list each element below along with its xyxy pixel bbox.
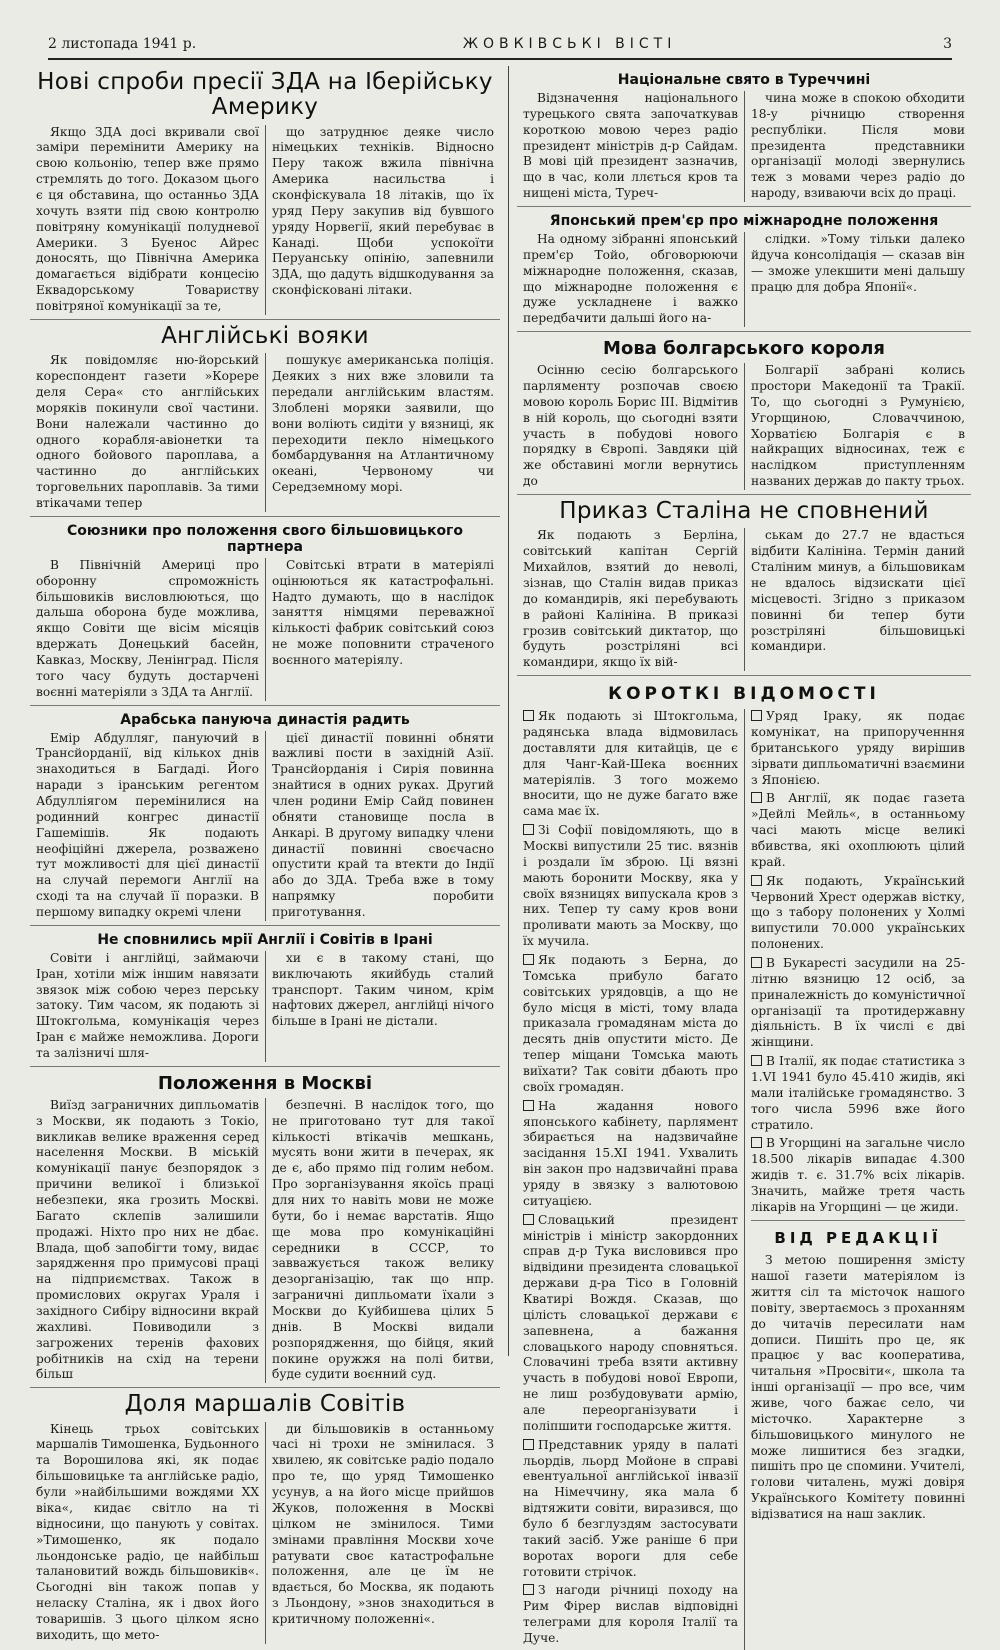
editorial-note: З метою поширення змісту нашої газети матеріялом із життя сіл та місточок нашого повіту, звертаємось з проханням до читачів пересилати нам дописи. Пишіть про це, як працює у вас кооператива, читальня »Просвіти«, школа та інші організації — про все, чим живе, чого бажає село, чи місточко. Характерне з більшовицького минулого не може лишитися без згадки, пишіть про це спомини. Учителі, голови читалень, мужі довіря Українського Комітету повинні відізватися на наш заклик.: [751, 1253, 965, 1521]
article-body: [30, 731, 500, 921]
article-text: В Північній Америці про оборонну спроможність більшовиків висловлюються, що дальша оборона буде можлива, якщо Совіти ще вісім місяців вдержать Донецький басейн, Кавказ, Москву, Ленінград. Після того часу будуть достарчені воєнні матеріяли з ЗДА та Англії.: [36, 557, 259, 699]
square-bullet-icon: [751, 1137, 762, 1148]
square-bullet-icon: [523, 1100, 534, 1111]
article-title: Не сповнились мрії Англії і Совітів в Ірані: [97, 931, 433, 948]
news-brief: [751, 791, 965, 870]
article-body: [30, 125, 500, 315]
news-brief-text: Уряд Іраку, як подає комунікат, на припорученння британського уряду вирішив зірвати дипльоматичні взаємини з Японією.: [751, 709, 965, 787]
section-title: ВІД РЕДАКЦІЇ: [774, 1228, 942, 1247]
article-text: пошукує американська поліція. Деяких з них вже зловили та передали англійським властям. Злоблені моряки заявили, що вони воліють сидіти у вязниці, як переходити пекло німецького бомбардування на Атлантичному океані, Червоному чи Середземному морі.: [272, 353, 494, 495]
news-brief: [751, 709, 965, 788]
news-brief-text: На жадання нового японського кабінету, парлямент збирається на надзвичайне засідання 15.XI 1941. Ухвалить він закон про надзвичайні права уряду в звязку з валютовою ситуацією.: [523, 1098, 738, 1208]
article-title: Положення в Москві: [157, 1072, 373, 1094]
news-brief: [523, 823, 738, 950]
square-bullet-icon: [523, 1214, 534, 1225]
news-brief: [751, 1136, 965, 1215]
article-body: [30, 1422, 500, 1644]
square-bullet-icon: [523, 1584, 534, 1595]
right-column: [508, 66, 971, 1646]
section-title: КОРОТКІ ВІДОМОСТІ: [608, 684, 880, 705]
article-text: Як повідомляє ню-йорський кореспондент газети »Корере деля Сера« сто англійських моряків покинули свої частини. Вони належали частинно до одного корабля-авіонетки та одного бойового пароплава, а частинно до англійських торговельних пароплавів. За тими втікачами тепер: [36, 353, 259, 510]
article-text: Як подають з Берліна, совітський капітан Сергій Михайлов, взятий до неволі, зізнав, що Сталін видав приказ до командирів, які перебувають в районі Калініна. В приказі грозив совітський диктатор, що будуть розстріляні всі командири, якщо їх вій-: [523, 528, 738, 670]
news-brief-text: Словацький президент міністрів і міністр закордонних справ д-р Тука висловився про відвідини президента словацької держави д-ра Тісо в Головній Кватирі Вождя. Сказав, що цілість словацької держави є запевнена, а бажання словацького народу сповняться. Словачині треба взяти активну участь в побудові нової Европи, не лиш розбудовувати армію, але переорганізувати і поліпшити господарське життя.: [523, 1212, 738, 1433]
article-text: Кінець трьох совітських маршалів Тимошенка, Будьонного та Ворошилова які, як подає більшовицьке та англійське радіо, були »найбільшими вождями XX віка«, кидає світло на ті відносини, що панують у совітах. »Тимошенко, як подало льондонське радіо, це найбільш талановитий вождь більшовиків«. Сьогодні він також попав у неласку Сталіна, як і двох його товаришів. З цього цілком ясно виходить, що мето-: [36, 1421, 259, 1642]
article-title: Арабська пануюча династія радить: [120, 711, 410, 728]
news-brief: [523, 709, 738, 820]
article-title: Національне свято в Туреччині: [617, 72, 871, 88]
square-bullet-icon: [523, 954, 534, 965]
article-title: Доля маршалів Совітів: [124, 1391, 406, 1418]
news-briefs: [517, 709, 971, 1650]
square-bullet-icon: [523, 1439, 534, 1450]
article-text: Емір Абдулляг, пануючий в Трансйорданії, від кількох днів знаходиться в Багдаді. Його наради з іранським регентом Абдулліягом перемінилися на родинний конгрес династії Гашемішів. Як подають неофіційні джерела, розважено тут можливості для цієї династії на случай перемоги Англії на сході та на случай її поразки. В першому випадку окремі члени: [36, 730, 259, 919]
news-brief-text: Зі Софії повідомляють, що в Москві випустили 25 тис. вязнів і роздали їм зброю. Ці вязні мають боронити Москву, яка у своїх вязницях випускала кров з них. Тепер ту саму кров вони проливати мають за Москву, що їх мучила.: [523, 823, 738, 949]
news-brief: [751, 956, 965, 1051]
article-text: ськам до 27.7 не вдасться відбити Калініна. Термін даний Сталіним минув, а більшовикам не вдалось відзискати цієї місцевості. Згідно з приказом повинні би тепер бути розстріляні більшовицькі командири.: [751, 528, 965, 654]
article-title: Японський прем'єр про міжнародне положення: [549, 213, 939, 230]
news-brief-text: З нагоди річниці походу на Рим Фірер вислав відповідні телеграми для короля Італії та Дуче.: [523, 1583, 738, 1646]
article-text: Осінню сесію болгарського парляменту розпочав своєю мовою король Борис III. Відмітив в ній король, що сьогодні взяти участь в побудові нового порядку в Європі. Завдяки цій же обставині могли вернутись до: [523, 363, 738, 489]
article-body: [30, 353, 500, 512]
article-text: слідки. »Тому тільки далеко йдуча консолідація — сказав він — зможе улекшити мені дальшу працю для добра Японії«.: [751, 232, 965, 294]
page-number: 3: [943, 36, 952, 52]
article-text: Відзначення національного турецького свята започаткував короткою мовою через радіо президент міністрів д-р Сайдам. В мові цій президент зазначив, що в час, коли ллється кров та нищені міста, Туреч-: [523, 91, 738, 201]
article-body: [517, 91, 971, 202]
news-brief-text: Як подають зі Штокгольма, радянська влада відмовилась доставляти для китайців, це є для Чанг-Кай-Шека воєнних матеріялів. З того можемо вносити, що не дуже багато вже сама має їх.: [523, 709, 738, 819]
article-title: Англійські вояки: [161, 322, 369, 349]
news-brief: [523, 1438, 738, 1581]
square-bullet-icon: [751, 710, 762, 721]
news-brief: [523, 1099, 738, 1210]
article-text: Совіти і англійці, займаючи Іран, хотіли між іншим навязати звязок між собою через перську затоку. Тим часом, як подають зі Штокгольма, комунікація через Іран є майже неможлива. Дороги та залізничі шля-: [36, 950, 259, 1060]
article-text: Болгарії забрані колись простори Македонії та Тракії. То, що сьогодні з Румунією, Угорщиною, Словаччиною, Хорватією Болгарія є в найкращих відносинах, теж є наслідком приступленням названих держав до пакту трьох.: [751, 363, 965, 489]
article-title: Союзники про положення свого більшовицького партнера: [67, 522, 463, 555]
news-brief: [523, 953, 738, 1096]
news-brief-text: Представник уряду в палаті льордів, льорд Мойоне в справі евентуальної англійської інвазії на Німеччину, яка мала б відтяжити совіти, виразився, що було б безглуздям застосувати такий засіб. Уже раніше 6 при воротах вороги для себе готовити стрічок.: [523, 1437, 738, 1579]
news-brief-text: В Угорщині на загальне число 18.500 лікарів випадає 4.300 жидів т. є. 31.7% всіх лікарів. Значить, майже третя часть лікарів на Угорщині — це жиди.: [751, 1136, 965, 1214]
news-brief-text: В Букаресті засудили на 25-літню вязницю 12 осіб, за приналежність до комуністичної організації та протидержавну діяльність. В їх числі є дві жінщини.: [751, 955, 965, 1050]
article-text: Виїзд заграничних дипльоматів з Москви, як подають з Токіо, викликав велике враження серед населення Москви. В міській комунікації панує безпорядок з причини великої і близької небезпеки, яка грозить Москві. Багато склепів залишили продажі. Ніхто про них не дбає. Влада, щоб запобігти тому, видає зарядження про примусові праці на підприємствах. Також в промислових округах Ураля і західного Сибіру відносини вкрай жахливі. Повиводили з загрожених теренів фахових робітників на схід на терени більш: [36, 1097, 259, 1382]
news-brief: [523, 1583, 738, 1646]
article-title: Нові спроби пресії ЗДА на Іберійську Америку: [37, 69, 493, 121]
news-brief-text: В Італії, як подає статистика з 1.VI 1941 було 45.410 жидів, які мали італійське громадянство. З того числа 5996 вже його стратило.: [751, 1054, 965, 1132]
left-column: [30, 66, 500, 1642]
square-bullet-icon: [523, 824, 534, 835]
square-bullet-icon: [751, 957, 762, 968]
article-body: [517, 232, 971, 327]
news-brief-text: Як подають з Берна, до Томська прибуло багато совітських урядовців, а що не було місця в місті, тому влада приказала громадянам міста до десять днів опустити місто. Де тепер міщани Томська мають виїхати? Так совіти дбають про своїх громадян.: [523, 952, 738, 1094]
news-brief: [523, 1213, 738, 1435]
news-brief: [751, 874, 965, 953]
article-body: [30, 1098, 500, 1383]
square-bullet-icon: [523, 710, 534, 721]
news-brief-text: Як подають, Український Червоний Хрест одержав вістку, що з табору полонених у Холмі випустили 70.000 українських полонених.: [751, 873, 965, 952]
article-body: [517, 528, 971, 671]
news-brief-text: В Англії, як подає газета »Дейлі Мейль«, в останньому часі мають місце великі вбивства, які охоплюють цілий край.: [751, 791, 965, 869]
article-text: що затруднює деяке число німецьких техніків. Відносно Перу також вжила північна Америка насильства і сконфіскувала 18 літаків, що їх уряд Перу закупив від бувшого уряду Норвегії, який перебуває в Канаді. Щоби успокоїти Перуанську опінію, запевнили ЗДА, що дадуть відшкодування за сконфісковані літаки.: [272, 124, 494, 298]
square-bullet-icon: [751, 875, 762, 886]
article-text: безпечні. В наслідок того, що не приготовано тут для такої кількості втікачів мешкань, мусять вони жити в печерах, як де є, або прямо під голим небом. Про зорганізування якоїсь праці для них то навіть мови не може бути, бо і немає варстатів. Ящо ще мова про комунікаційні середники в СССР, то завважується також велику дезорганізацію, так що нпр. заграничні дипльомати їхали з Москви до Куйбишева цілих 5 днів. В Москві видали розпорядження, що бійця, який покине оружжя на полі битви, буде судити воєнний суд.: [272, 1097, 494, 1382]
masthead: [48, 30, 952, 60]
square-bullet-icon: [751, 792, 762, 803]
article-body: [517, 363, 971, 490]
article-title: Мова болгарського короля: [603, 338, 885, 360]
article-body: [30, 951, 500, 1062]
article-text: Якщо ЗДА досі вкривали свої заміри перемінити Америку на свою кольонію, тепер вже прямо стремлять до того. Доказом цього є ця обставина, що останньо ЗДА хочуть взяти під свою контролю повітряну комунікації полудневої Америки. З Буенос Айрес доносять, що Північна Америка домагається відібрати концесію Еквадорському Товариству повітряної комунікації за те,: [36, 124, 259, 314]
square-bullet-icon: [751, 1055, 762, 1066]
article-text: хи є в такому стані, що виключають якийбудь сталий транспорт. Таким чином, крім нафтових джерел, англійці нічого більше в Ірані не дістали.: [272, 950, 494, 1029]
article-text: ди більшовиків в останньому часі ні трохи не змінилася. З хвилею, як совітське радіо подало про те, що уряд Тимошенко усунув, а на його місце прийшов Жуков, положення в Москві цілком не змінилося. Тими змінами правління Москви хоче ратувати своє катастрофальне положення, але це їм не вдається, бо Москва, як подають з Льондону, »знов знаходиться в критичному положенні«.: [272, 1421, 494, 1626]
article-text: цієї династії повинні обняти важливі пости в західній Азії. Трансйорданія і Сирія повинна знайтися в одних руках. Другий член родини Емір Сайд повинен обняти становище посла в Анкарі. В другому випадку члени династії повинні своєчасно опустити край та втекти до Індії або до ЗДА. Треба вже в тому напрямку поробити приготування.: [272, 730, 494, 919]
article-text: На одному зібранні японський прем'єр Тойо, обговорюючи міжнародне положення, сказав, що міжнародне положення є дуже ускладнене і важко передбачити дальші його на-: [523, 232, 738, 326]
news-brief: [751, 1054, 965, 1133]
article-text: Совітські втрати в матеріялі оцінюються як катастрофальні. Надто думають, що в наслідок заняття німцями переважної кількості фабрик совітський союз не може поповнити страченого воєнного матеріялу.: [272, 557, 494, 667]
article-body: [30, 558, 500, 701]
article-title: Приказ Сталіна не сповнений: [559, 498, 929, 525]
article-text: чина може в спокою обходити 18-у річницю створення республіки. Після мови президента представники організації молоді звернулись теж з мовами через радіо до народу, взиваючи всіх до праці.: [751, 91, 965, 201]
newspaper-title: ЖОВКІВСЬКІ ВІСТІ: [462, 36, 677, 52]
issue-date: 2 листопада 1941 р.: [48, 36, 197, 52]
